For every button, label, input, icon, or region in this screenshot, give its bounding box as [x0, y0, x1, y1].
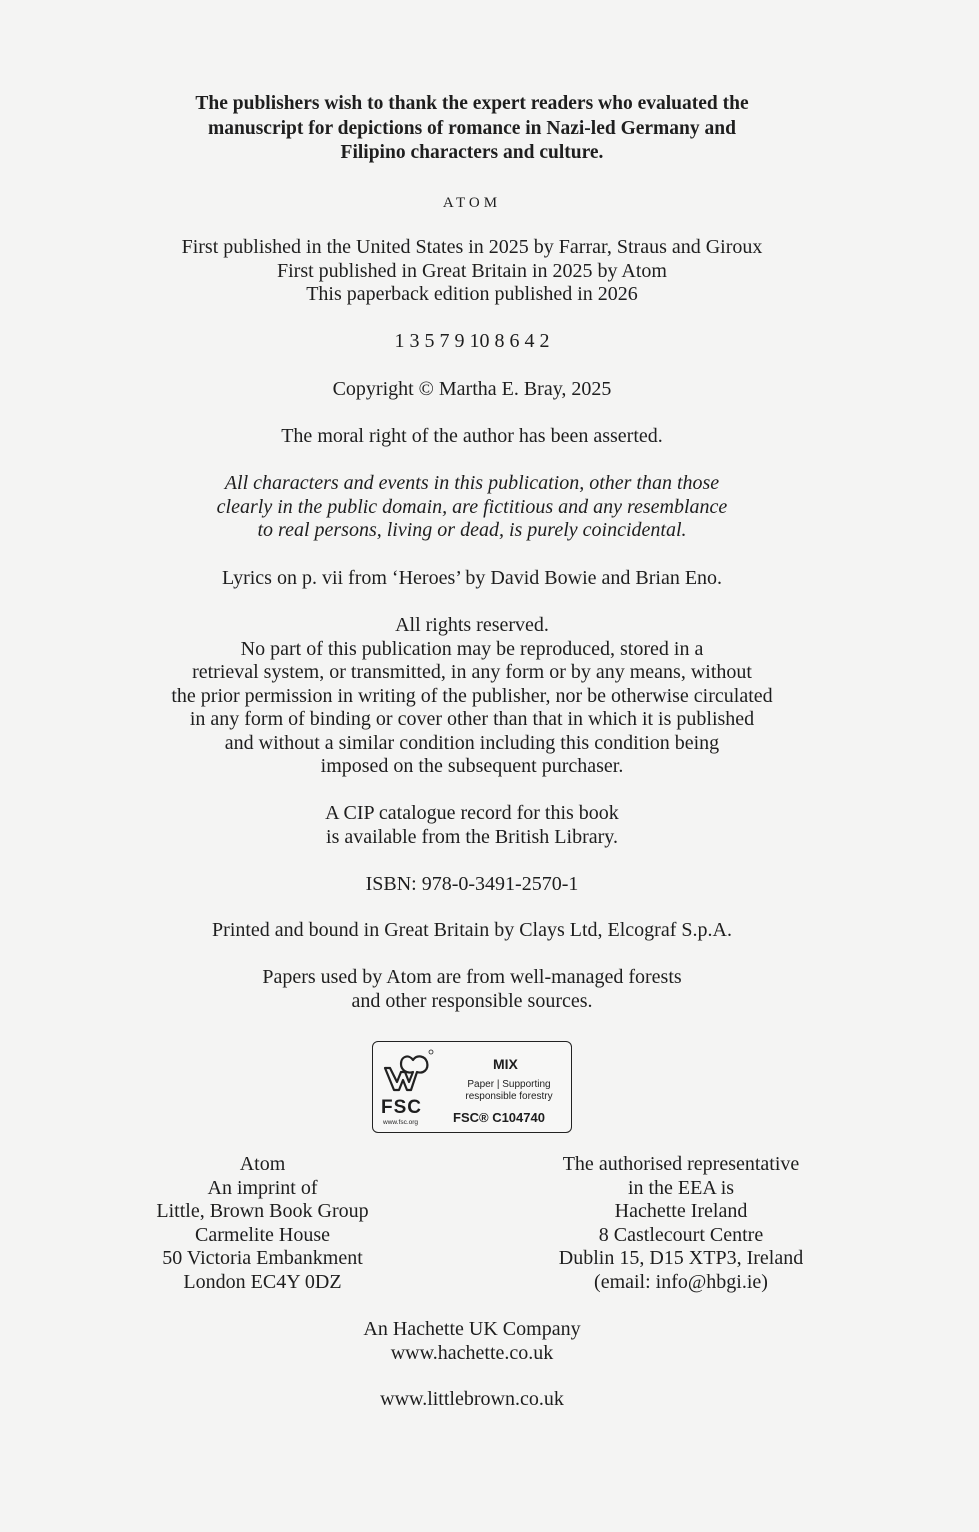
papers-line: Papers used by Atom are from well-managed forests: [262, 966, 682, 988]
rights-block: [0, 614, 944, 779]
rights-line: retrieval system, or transmitted, in any form or by any means, without: [192, 661, 752, 683]
moral-right-notice: The moral right of the author has been asserted.: [281, 425, 663, 447]
fsc-paper-label: [453, 1079, 565, 1103]
fsc-url: www.fsc.org: [383, 1119, 419, 1126]
acknowledgement-line: Filipino characters and culture.: [340, 142, 604, 163]
imprint-caps: ATOM: [442, 195, 502, 211]
address-line: in the EEA is: [627, 1176, 735, 1199]
eea-representative-address: [540, 1153, 822, 1294]
fsc-paper-line: Paper | Supporting: [467, 1079, 551, 1090]
address-line: An imprint of: [207, 1176, 318, 1199]
fsc-mix-label: MIX: [493, 1056, 518, 1072]
isbn-block: [0, 873, 944, 897]
copyright-notice: Copyright © Martha E. Bray, 2025: [332, 378, 612, 400]
rights-line: imposed on the subsequent purchaser.: [320, 755, 624, 777]
acknowledgement-block: [0, 92, 944, 166]
printing-line: 1 3 5 7 9 10 8 6 4 2: [394, 330, 550, 352]
history-line: First published in Great Britain in 2025 by Atom: [277, 259, 667, 282]
publisher-website: www.littlebrown.co.uk: [380, 1388, 564, 1410]
isbn: ISBN: 978-0-3491-2570-1: [365, 873, 579, 895]
company-block: [0, 1318, 944, 1365]
cip-block: [0, 802, 944, 849]
papers-block: [0, 966, 944, 1013]
address-line: Atom: [239, 1153, 286, 1175]
history-line: This paperback edition published in 2026: [306, 283, 638, 305]
address-line: Dublin 15, D15 XTP3, Ireland: [558, 1247, 804, 1269]
cip-line: is available from the British Library.: [326, 825, 618, 848]
address-line: London EC4Y 0DZ: [183, 1270, 342, 1293]
papers-line: and other responsible sources.: [351, 989, 593, 1012]
disclaimer-block: [0, 472, 944, 543]
publisher-address: [140, 1153, 385, 1294]
website-block: [0, 1388, 944, 1412]
address-line: Hachette Ireland: [614, 1200, 748, 1222]
acknowledgement-line: manuscript for depictions of romance in Nazi-led Germany and: [208, 117, 736, 139]
rights-line: and without a similar condition including this condition being: [224, 731, 720, 754]
disclaimer-line: clearly in the public domain, are fictitious and any resemblance: [216, 495, 728, 518]
imprint-caps-block: [0, 192, 944, 216]
disclaimer-line: All characters and events in this publication, other than those: [224, 472, 720, 494]
address-line: (email: info@hbgi.ie): [594, 1270, 768, 1293]
rights-line: the prior permission in writing of the publisher, nor be otherwise circulated: [171, 684, 773, 707]
address-line: 50 Victoria Embankment: [162, 1247, 363, 1269]
address-line: Carmelite House: [195, 1223, 330, 1246]
company-name: An Hachette UK Company: [363, 1318, 581, 1340]
printer-block: [0, 919, 944, 943]
lyrics-credit: Lyrics on p. vii from ‘Heroes’ by David Bowie and Brian Eno.: [221, 567, 723, 589]
publication-history: [0, 236, 944, 307]
company-website: www.hachette.co.uk: [390, 1341, 554, 1364]
fsc-paper-line: responsible forestry: [465, 1091, 553, 1102]
address-line: The authorised representative: [562, 1153, 800, 1175]
rights-line: in any form of binding or cover other than that in which it is published: [189, 708, 755, 730]
cip-line: A CIP catalogue record for this book: [325, 802, 619, 824]
fsc-wordmark: FSC: [381, 1097, 422, 1118]
address-line: Little, Brown Book Group: [156, 1200, 369, 1222]
rights-line: All rights reserved.: [395, 614, 549, 636]
address-line: 8 Castlecourt Centre: [598, 1223, 764, 1246]
fsc-logo: [372, 1041, 572, 1133]
copyright-block: [0, 378, 944, 402]
printer-line: Printed and bound in Great Britain by Clays Ltd, Elcograf S.p.A.: [212, 919, 732, 941]
lyrics-block: [0, 567, 944, 591]
disclaimer-line: to real persons, living or dead, is purely coincidental.: [257, 519, 687, 541]
printing-line-block: [0, 330, 944, 354]
fsc-license-code: FSC® C104740: [453, 1110, 545, 1125]
moral-right-block: [0, 425, 944, 449]
history-line: First published in the United States in 2025 by Farrar, Straus and Giroux: [181, 236, 763, 258]
rights-line: No part of this publication may be reproduced, stored in a: [240, 637, 704, 660]
acknowledgement-line: The publishers wish to thank the expert readers who evaluated the: [195, 93, 749, 114]
fsc-tree-icon: [379, 1048, 435, 1100]
